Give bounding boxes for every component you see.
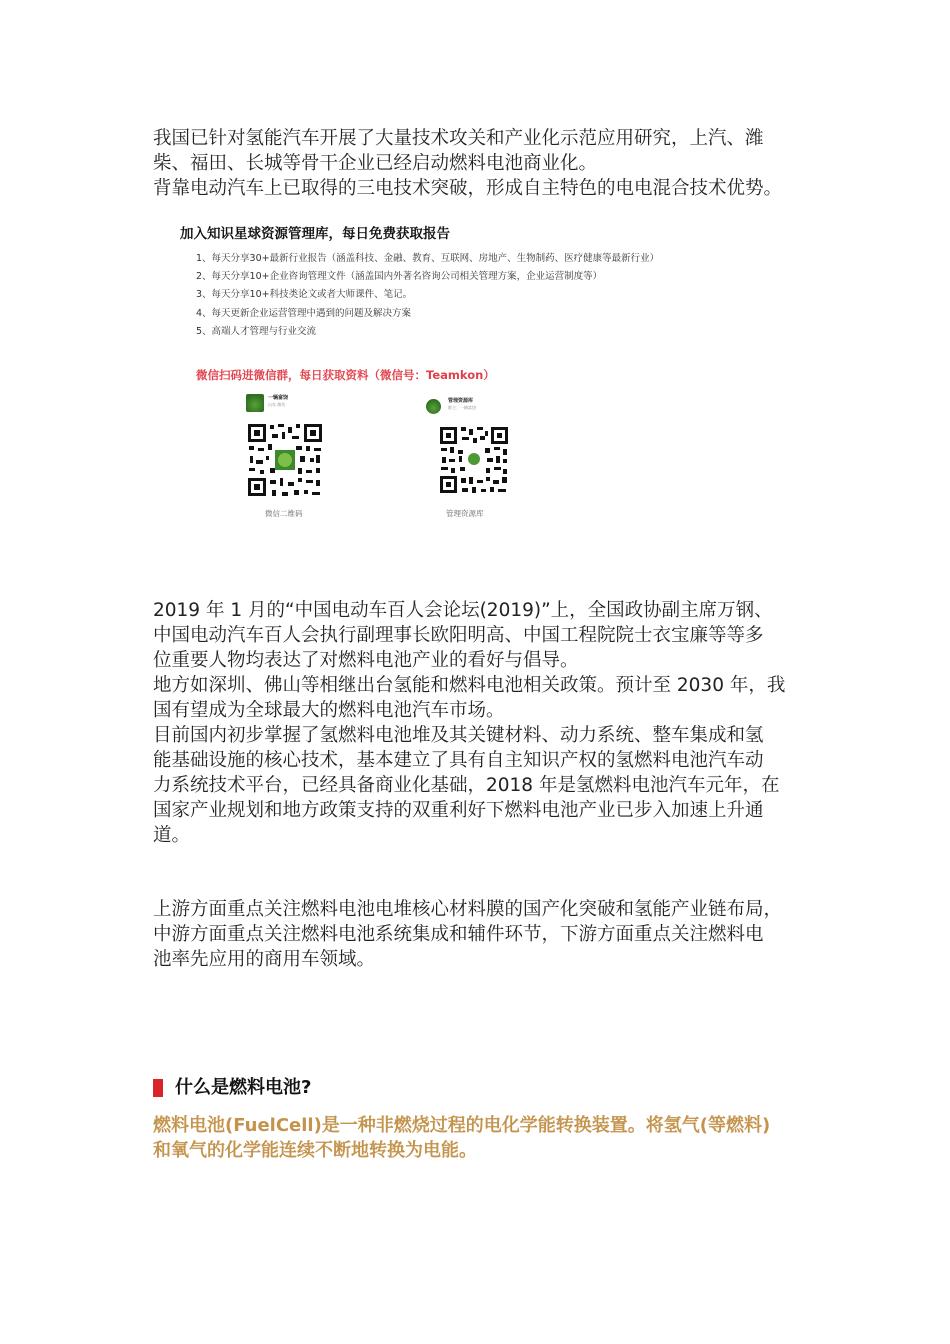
- qr-card-right: [426, 397, 546, 527]
- qr-account-name: 管理资源库: [448, 398, 474, 404]
- heading-text: 什么是燃料电池?: [175, 1077, 312, 1098]
- text-line: 中国电动汽车百人会执行副理事长欧阳明高、中国工程院院士衣宝廉等等多: [153, 625, 764, 646]
- intro-paragraph: [153, 126, 803, 201]
- qr-caption-left: 微信二维码: [265, 509, 303, 518]
- qr-card-header: [426, 397, 546, 417]
- qr-caption-right: 管理资源库: [446, 509, 484, 518]
- promo-list-item: 1、每天分享30+最新行业报告（涵盖科技、金融、教育、互联网、房地产、生物制药、医疗健康等最新行业）: [196, 253, 660, 264]
- text-line: 和氧气的化学能连续不断地转换为电能。: [153, 1140, 477, 1161]
- text-line: 2019 年 1 月的“中国电动车百人会论坛(2019)”上，全国政协副主席万钢、: [153, 600, 773, 621]
- text-line: 位重要人物均表达了对燃料电池产业的看好与倡导。: [153, 650, 579, 671]
- promo-list: [196, 250, 659, 341]
- qr-card-header: [246, 394, 366, 414]
- avatar: [246, 394, 264, 412]
- text-line: 上游方面重点关注燃料电池电堆核心材料膜的国产化突破和氢能产业链布局，: [153, 899, 783, 920]
- heading-accent-bar: [153, 1079, 163, 1097]
- qr-account-sub: 群主：一辆富饶: [448, 405, 476, 410]
- text-line: 燃料电池(FuelCell)是一种非燃烧过程的电化学能转换装置。将氢气(等燃料): [153, 1115, 771, 1136]
- definition-paragraph: [153, 1113, 803, 1163]
- promo-image: [178, 222, 738, 527]
- promo-list-item: 2、每天分享10+企业咨询管理文件（涵盖国内外著名咨询公司相关管理方案，企业运营制度等）: [196, 271, 603, 283]
- text-line: 背靠电动汽车上已取得的三电技术突破，形成自主特色的电电混合技术优势。: [153, 178, 783, 199]
- body-paragraph-2: [153, 897, 803, 972]
- text-line: 国家产业规划和地方政策支持的双重利好下燃料电池产业已步入加速上升通: [153, 800, 764, 821]
- qr-code-icon[interactable]: [438, 425, 510, 495]
- qr-card-left: [246, 394, 366, 524]
- qr-account-name: 一辆富饶: [268, 395, 289, 401]
- text-line: 池率先应用的商用车领域。: [153, 949, 376, 970]
- qr-code-icon[interactable]: [246, 422, 324, 498]
- text-line: 道。: [153, 825, 191, 846]
- text-line: 地方如深圳、佛山等相继出台氢能和燃料电池相关政策。预计至 2030 年，我: [153, 675, 786, 696]
- promo-title: 加入知识星球资源管理库，每日免费获取报告: [180, 226, 450, 242]
- promo-list-item: 4、每天更新企业运营管理中遇到的问题及解决方案: [196, 307, 412, 319]
- text-line: 目前国内初步掌握了氢燃料电池堆及其关键材料、动力系统、整车集成和氢: [153, 725, 764, 746]
- promo-list-item: 3、每天分享10+科技类论文或者大师课件、笔记。: [196, 289, 413, 301]
- qr-account-sub: 山东 潍坊: [268, 402, 286, 407]
- text-line: 力系统技术平台，已经具备商业化基础，2018 年是氢燃料电池汽车元年，在: [153, 775, 780, 796]
- wechat-note: 微信扫码进微信群，每日获取资料（微信号：Teamkon）: [196, 368, 495, 382]
- promo-list-item: 5、高端人才管理与行业交流: [196, 325, 317, 337]
- text-line: 国有望成为全球最大的燃料电池汽车市场。: [153, 700, 505, 721]
- text-line: 柴、福田、长城等骨干企业已经启动燃料电池商业化。: [153, 153, 598, 174]
- avatar: [426, 399, 441, 414]
- text-line: 能基础设施的核心技术，基本建立了具有自主知识产权的氢燃料电池汽车动: [153, 750, 764, 771]
- text-line: 我国已针对氢能汽车开展了大量技术攻关和产业化示范应用研究，上汽、潍: [153, 128, 764, 149]
- text-line: 中游方面重点关注燃料电池系统集成和辅件环节，下游方面重点关注燃料电: [153, 924, 764, 945]
- body-paragraph-1: [153, 598, 803, 848]
